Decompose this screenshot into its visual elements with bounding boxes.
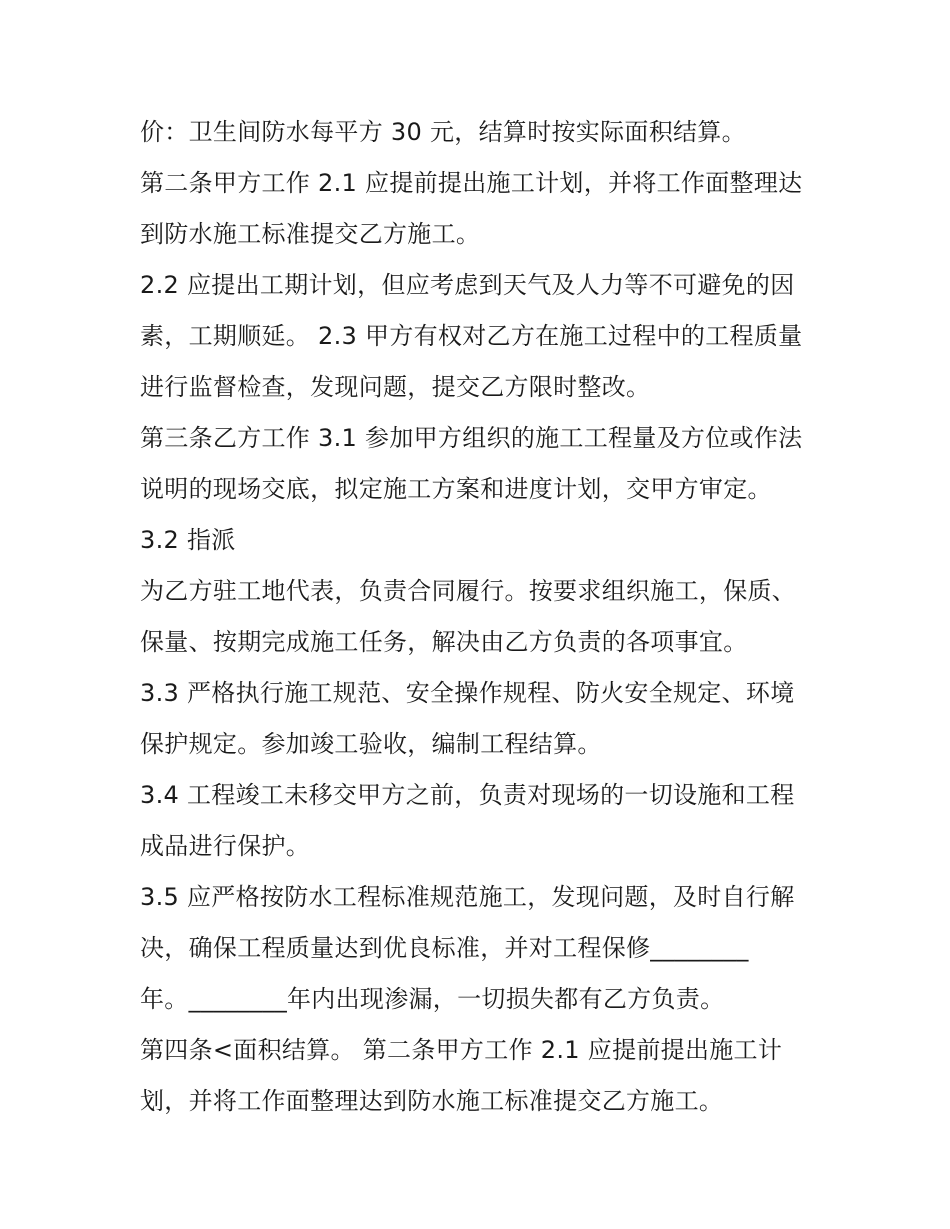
text-line: 划，并将工作面整理达到防水施工标准提交乙方施工。 bbox=[140, 1087, 724, 1115]
text-line: 2.2 应提出工期计划，但应考虑到天气及人力等不可避免的因 bbox=[140, 271, 795, 299]
text-line: 到防水施工标准提交乙方施工。 bbox=[140, 220, 481, 248]
text-line: 3.4 工程竣工未移交甲方之前，负责对现场的一切设施和工程 bbox=[140, 781, 795, 809]
text-line: 第二条甲方工作 2.1 应提前提出施工计划，并将工作面整理达 bbox=[140, 169, 803, 197]
contract-text bbox=[140, 107, 820, 1127]
text-line: 素，工期顺延。 2.3 甲方有权对乙方在施工过程中的工程质量 bbox=[140, 322, 803, 350]
text-line: 进行监督检查，发现问题，提交乙方限时整改。 bbox=[140, 373, 651, 401]
text-line: 3.3 严格执行施工规范、安全操作规程、防火安全规定、环境 bbox=[140, 679, 795, 707]
text-line: 第四条<面积结算。 第二条甲方工作 2.1 应提前提出施工计 bbox=[140, 1036, 783, 1064]
text-line: 为乙方驻工地代表，负责合同履行。按要求组织施工，保质、 bbox=[140, 577, 797, 605]
text-line: 说明的现场交底，拟定施工方案和进度计划，交甲方审定。 bbox=[140, 475, 772, 503]
text-line: 第三条乙方工作 3.1 参加甲方组织的施工工程量及方位或作法 bbox=[140, 424, 803, 452]
text-line: 3.5 应严格按防水工程标准规范施工，发现问题，及时自行解 bbox=[140, 883, 795, 911]
text-line: 成品进行保护。 bbox=[140, 832, 311, 860]
text-line: 保护规定。参加竣工验收，编制工程结算。 bbox=[140, 730, 602, 758]
text-line: 决，确保工程质量达到优良标准，并对工程保修________ bbox=[140, 934, 749, 962]
text-line: 保量、按期完成施工任务，解决由乙方负责的各项事宜。 bbox=[140, 628, 748, 656]
text-line: 价：卫生间防水每平方 30 元，结算时按实际面积结算。 bbox=[140, 118, 746, 146]
text-line: 3.2 指派 bbox=[140, 526, 236, 554]
text-line: 年。________年内出现渗漏，一切损失都有乙方负责。 bbox=[140, 985, 725, 1013]
